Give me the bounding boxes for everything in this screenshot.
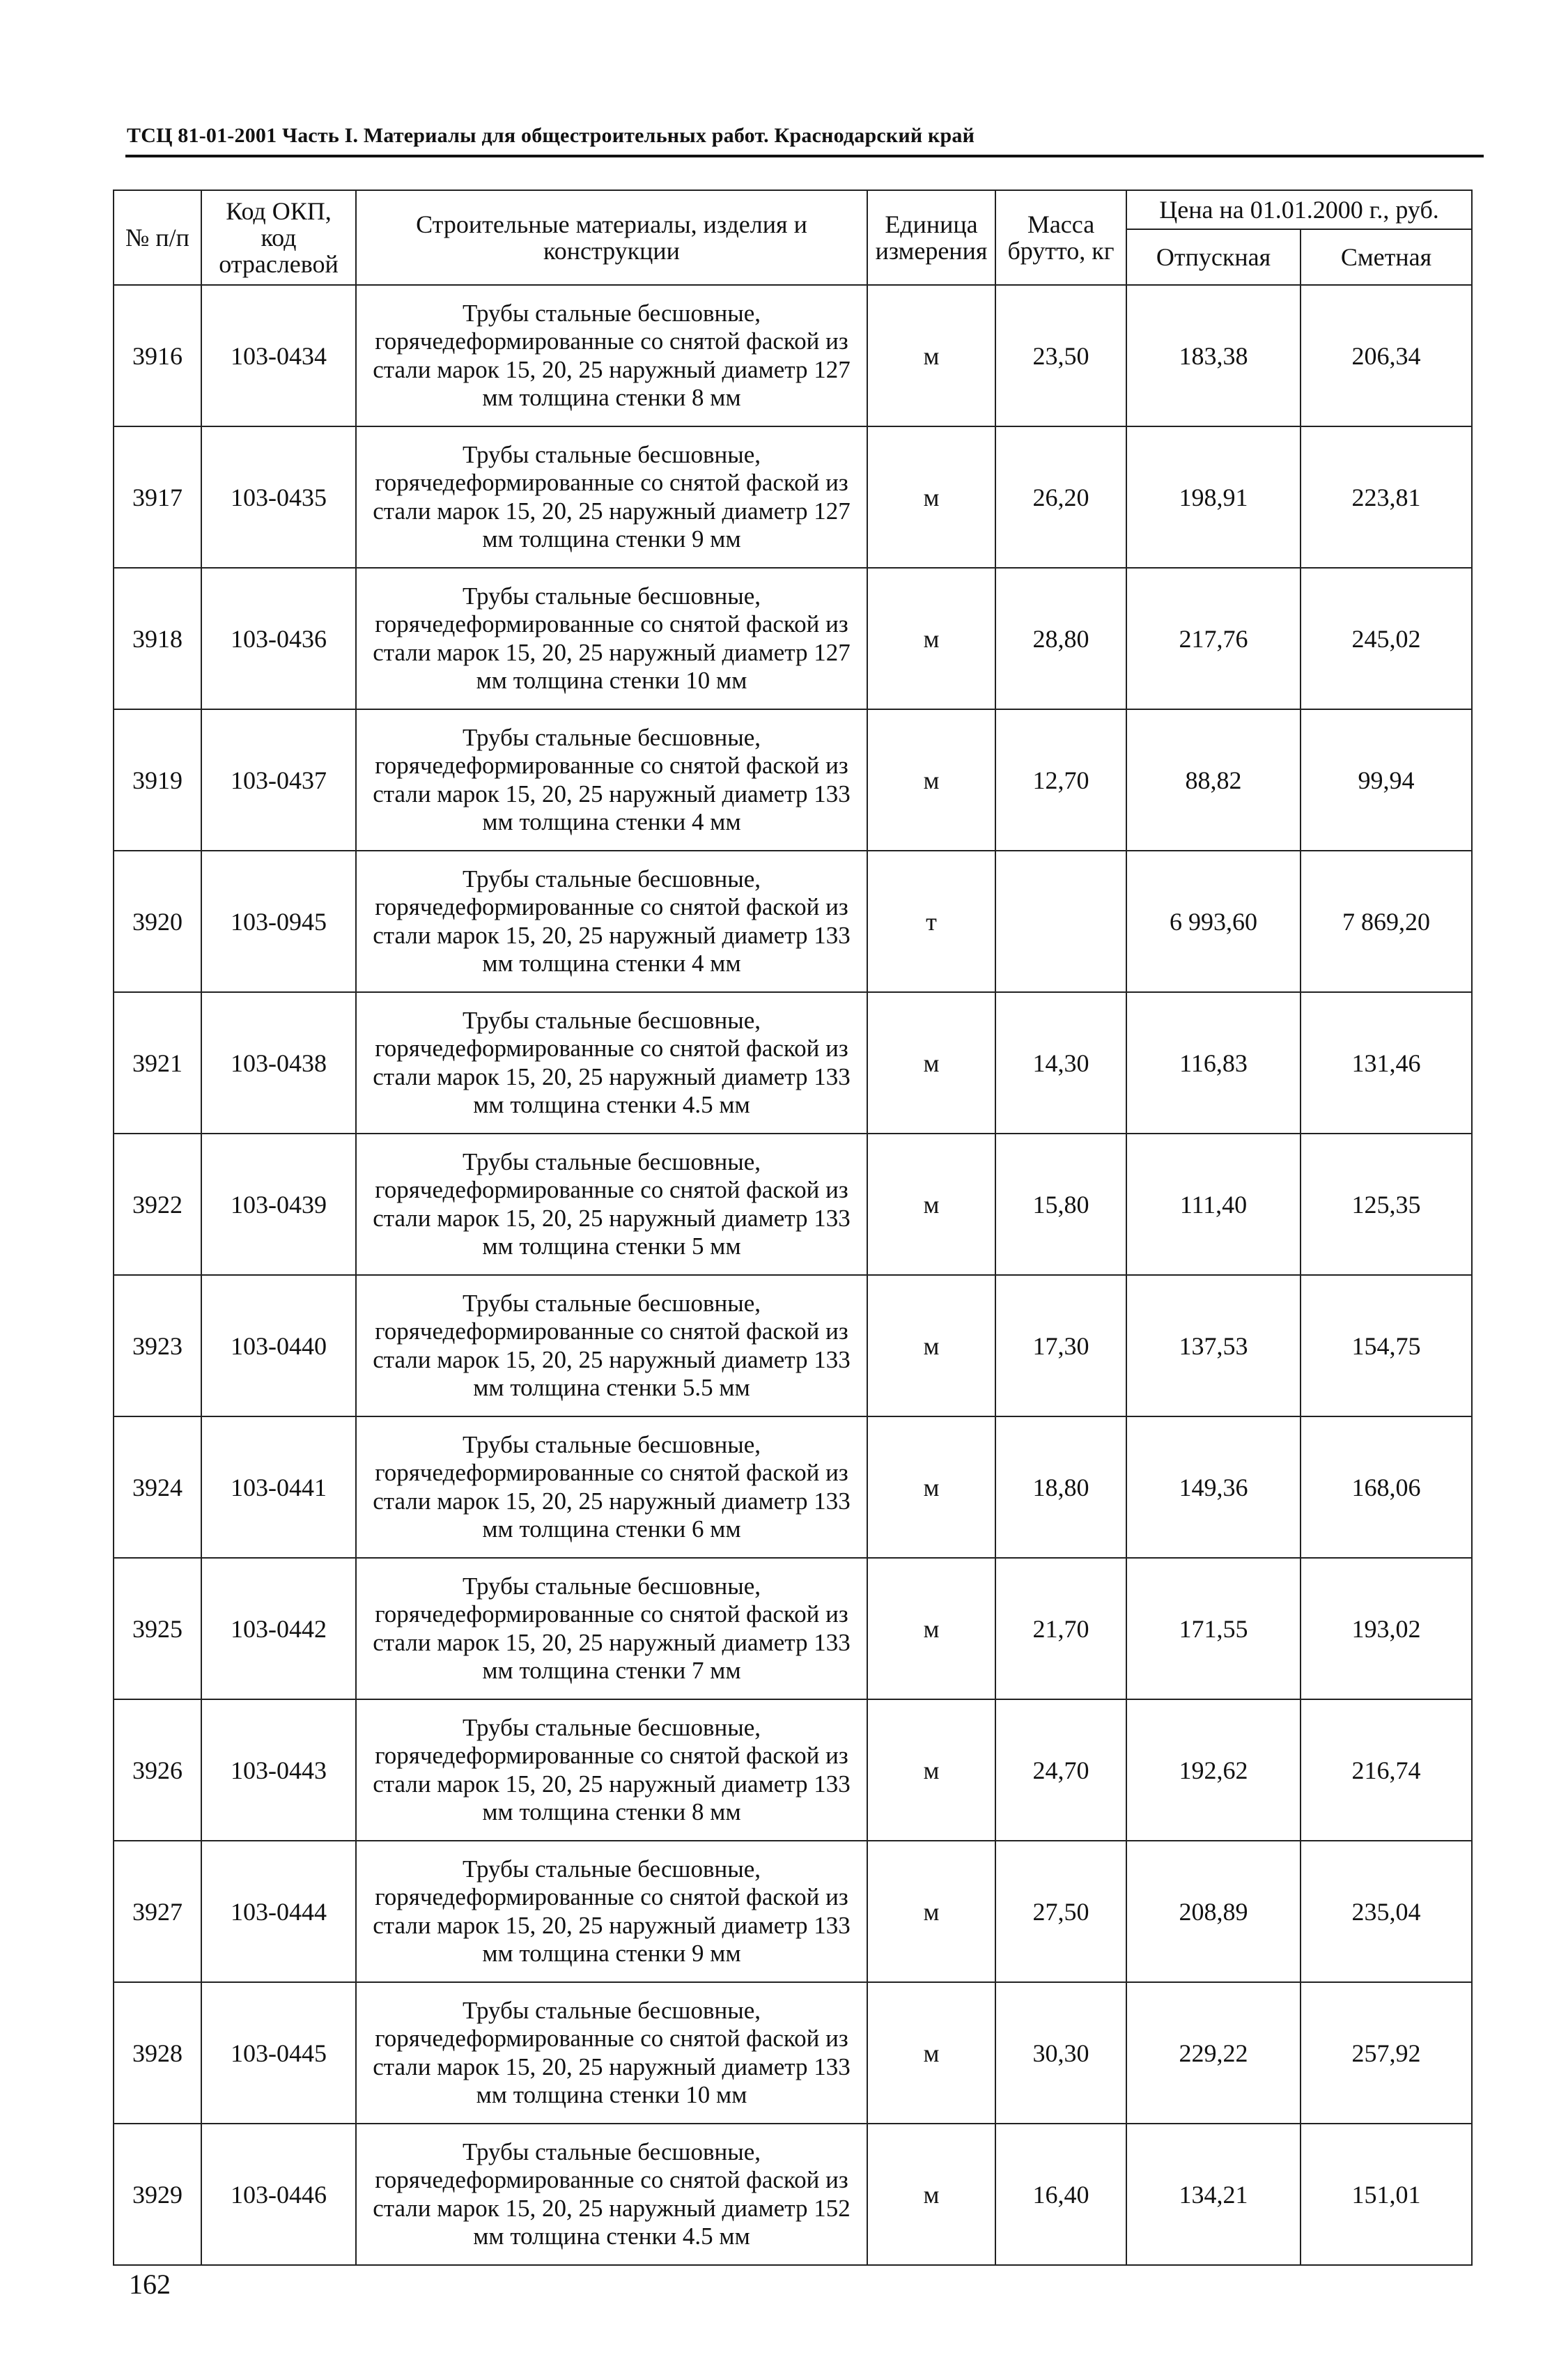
row-number: 3929: [114, 2124, 201, 2265]
row-code: 103-0444: [201, 1841, 356, 1982]
row-unit: м: [867, 426, 995, 568]
row-number: 3917: [114, 426, 201, 568]
table-row: [114, 851, 1472, 992]
row-description: Трубы стальные бесшовные, горячедеформированные со снятой фаской из стали марок 15, 20, 25 наружный диаметр 127 мм толщина стенки 10 мм: [356, 568, 867, 709]
table-row: [114, 1134, 1472, 1275]
row-price-release: 149,36: [1126, 1416, 1301, 1558]
row-description: Трубы стальные бесшовные, горячедеформированные со снятой фаской из стали марок 15, 20, 25 наружный диаметр 133 мм толщина стенки 4 мм: [356, 709, 867, 851]
row-code: 103-0435: [201, 426, 356, 568]
row-code: 103-0438: [201, 992, 356, 1134]
row-code: 103-0445: [201, 1982, 356, 2124]
row-description: Трубы стальные бесшовные, горячедеформированные со снятой фаской из стали марок 15, 20, 25 наружный диаметр 133 мм толщина стенки 8 мм: [356, 1699, 867, 1841]
row-unit: м: [867, 1134, 995, 1275]
table-row: [114, 1699, 1472, 1841]
row-number: 3925: [114, 1558, 201, 1699]
row-description: Трубы стальные бесшовные, горячедеформированные со снятой фаской из стали марок 15, 20, 25 наружный диаметр 133 мм толщина стенки 4 мм: [356, 851, 867, 992]
row-mass: 17,30: [995, 1275, 1126, 1416]
table-row: [114, 1275, 1472, 1416]
row-mass: 21,70: [995, 1558, 1126, 1699]
row-price-estimate: 7 869,20: [1301, 851, 1472, 992]
row-description: Трубы стальные бесшовные, горячедеформированные со снятой фаской из стали марок 15, 20, 25 наружный диаметр 127 мм толщина стенки 9 мм: [356, 426, 867, 568]
row-number: 3927: [114, 1841, 201, 1982]
header-rule: [125, 155, 1484, 157]
row-price-estimate: 245,02: [1301, 568, 1472, 709]
row-price-estimate: 125,35: [1301, 1134, 1472, 1275]
row-price-release: 6 993,60: [1126, 851, 1301, 992]
row-price-release: 229,22: [1126, 1982, 1301, 2124]
row-price-estimate: 223,81: [1301, 426, 1472, 568]
row-price-release: 198,91: [1126, 426, 1301, 568]
row-number: 3923: [114, 1275, 201, 1416]
row-price-release: 116,83: [1126, 992, 1301, 1134]
row-code: 103-0437: [201, 709, 356, 851]
row-code: 103-0443: [201, 1699, 356, 1841]
col-header-name: Строительные материалы, изделия и конструкции: [356, 190, 867, 285]
row-code: 103-0945: [201, 851, 356, 992]
row-number: 3921: [114, 992, 201, 1134]
row-description: Трубы стальные бесшовные, горячедеформированные со снятой фаской из стали марок 15, 20, 25 наружный диаметр 133 мм толщина стенки 7 мм: [356, 1558, 867, 1699]
row-price-estimate: 131,46: [1301, 992, 1472, 1134]
col-header-price-estimate: Сметная: [1301, 229, 1472, 285]
col-header-price-group: Цена на 01.01.2000 г., руб.: [1126, 190, 1472, 229]
row-mass: 23,50: [995, 285, 1126, 426]
row-mass: 16,40: [995, 2124, 1126, 2265]
table-row: [114, 1416, 1472, 1558]
row-price-estimate: 235,04: [1301, 1841, 1472, 1982]
row-unit: м: [867, 992, 995, 1134]
row-number: 3920: [114, 851, 201, 992]
table-row: [114, 568, 1472, 709]
page-header-title: ТСЦ 81-01-2001 Часть I. Материалы для общестроительных работ. Краснодарский край: [127, 124, 975, 147]
row-code: 103-0446: [201, 2124, 356, 2265]
row-code: 103-0439: [201, 1134, 356, 1275]
row-mass: 24,70: [995, 1699, 1126, 1841]
row-number: 3919: [114, 709, 201, 851]
row-unit: м: [867, 1275, 995, 1416]
row-mass: 27,50: [995, 1841, 1126, 1982]
row-price-release: 171,55: [1126, 1558, 1301, 1699]
row-code: 103-0434: [201, 285, 356, 426]
row-code: 103-0440: [201, 1275, 356, 1416]
table-row: [114, 1982, 1472, 2124]
row-price-release: 183,38: [1126, 285, 1301, 426]
row-number: 3926: [114, 1699, 201, 1841]
row-mass: [995, 851, 1126, 992]
row-unit: м: [867, 1558, 995, 1699]
row-number: 3916: [114, 285, 201, 426]
row-number: 3928: [114, 1982, 201, 2124]
row-price-release: 88,82: [1126, 709, 1301, 851]
row-description: Трубы стальные бесшовные, горячедеформированные со снятой фаской из стали марок 15, 20, 25 наружный диаметр 133 мм толщина стенки 9 мм: [356, 1841, 867, 1982]
row-code: 103-0441: [201, 1416, 356, 1558]
row-mass: 12,70: [995, 709, 1126, 851]
row-description: Трубы стальные бесшовные, горячедеформированные со снятой фаской из стали марок 15, 20, 25 наружный диаметр 133 мм толщина стенки 6 мм: [356, 1416, 867, 1558]
row-price-estimate: 154,75: [1301, 1275, 1472, 1416]
table-row: [114, 1841, 1472, 1982]
row-unit: м: [867, 1841, 995, 1982]
page-number: 162: [129, 2269, 171, 2300]
row-price-release: 192,62: [1126, 1699, 1301, 1841]
row-description: Трубы стальные бесшовные, горячедеформированные со снятой фаской из стали марок 15, 20, 25 наружный диаметр 127 мм толщина стенки 8 мм: [356, 285, 867, 426]
row-unit: т: [867, 851, 995, 992]
col-header-code: Код ОКП, код отраслевой: [201, 190, 356, 285]
row-mass: 15,80: [995, 1134, 1126, 1275]
row-price-release: 217,76: [1126, 568, 1301, 709]
row-price-release: 111,40: [1126, 1134, 1301, 1275]
materials-price-table: [113, 190, 1473, 2266]
row-price-estimate: 257,92: [1301, 1982, 1472, 2124]
row-price-release: 134,21: [1126, 2124, 1301, 2265]
row-unit: м: [867, 1416, 995, 1558]
row-unit: м: [867, 2124, 995, 2265]
row-number: 3924: [114, 1416, 201, 1558]
row-description: Трубы стальные бесшовные, горячедеформированные со снятой фаской из стали марок 15, 20, 25 наружный диаметр 133 мм толщина стенки 4.5 мм: [356, 992, 867, 1134]
row-code: 103-0442: [201, 1558, 356, 1699]
row-mass: 30,30: [995, 1982, 1126, 2124]
row-unit: м: [867, 568, 995, 709]
row-unit: м: [867, 709, 995, 851]
row-mass: 28,80: [995, 568, 1126, 709]
table-row: [114, 285, 1472, 426]
row-price-estimate: 206,34: [1301, 285, 1472, 426]
row-unit: м: [867, 285, 995, 426]
row-price-estimate: 99,94: [1301, 709, 1472, 851]
col-header-unit: Единица измерения: [867, 190, 995, 285]
table-row: [114, 992, 1472, 1134]
row-price-estimate: 168,06: [1301, 1416, 1472, 1558]
row-price-release: 137,53: [1126, 1275, 1301, 1416]
row-number: 3922: [114, 1134, 201, 1275]
col-header-price-release: Отпускная: [1126, 229, 1301, 285]
row-unit: м: [867, 1982, 995, 2124]
row-price-estimate: 193,02: [1301, 1558, 1472, 1699]
col-header-mass: Масса брутто, кг: [995, 190, 1126, 285]
col-header-num: № п/п: [114, 190, 201, 285]
table-row: [114, 2124, 1472, 2265]
row-description: Трубы стальные бесшовные, горячедеформированные со снятой фаской из стали марок 15, 20, 25 наружный диаметр 133 мм толщина стенки 5 мм: [356, 1134, 867, 1275]
row-price-estimate: 216,74: [1301, 1699, 1472, 1841]
row-price-estimate: 151,01: [1301, 2124, 1472, 2265]
row-number: 3918: [114, 568, 201, 709]
row-price-release: 208,89: [1126, 1841, 1301, 1982]
row-description: Трубы стальные бесшовные, горячедеформированные со снятой фаской из стали марок 15, 20, 25 наружный диаметр 133 мм толщина стенки 5.5 мм: [356, 1275, 867, 1416]
row-unit: м: [867, 1699, 995, 1841]
row-mass: 18,80: [995, 1416, 1126, 1558]
table-row: [114, 709, 1472, 851]
table-row: [114, 1558, 1472, 1699]
row-mass: 14,30: [995, 992, 1126, 1134]
row-code: 103-0436: [201, 568, 356, 709]
row-mass: 26,20: [995, 426, 1126, 568]
table-row: [114, 426, 1472, 568]
row-description: Трубы стальные бесшовные, горячедеформированные со снятой фаской из стали марок 15, 20, 25 наружный диаметр 152 мм толщина стенки 4.5 мм: [356, 2124, 867, 2265]
row-description: Трубы стальные бесшовные, горячедеформированные со снятой фаской из стали марок 15, 20, 25 наружный диаметр 133 мм толщина стенки 10 мм: [356, 1982, 867, 2124]
